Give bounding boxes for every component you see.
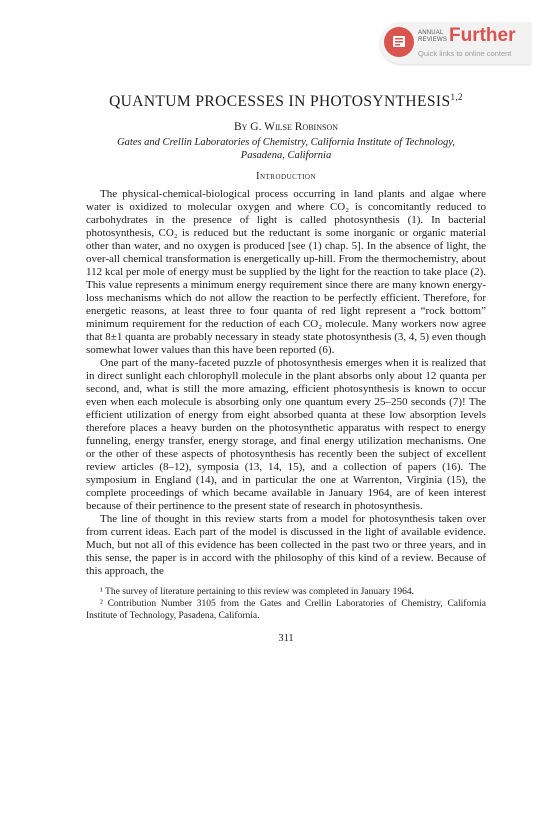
annual-reviews-wordmark: ANNUAL REVIEWS: [418, 30, 448, 43]
article-page: [86, 92, 486, 644]
author-line: By G. Wilse Robinson: [233, 121, 338, 134]
page-number: 311: [278, 633, 294, 645]
paragraph-1: The physical-chemical-biological process occurring in land plants and algae where water is oxidized to molecular oxygen and where CO₂ is concomitantly reduced to carbohydrates in the presence of light is called photosynthesis (1). In bacterial photosynthesis, CO₂ is reduced but the reductant is some inorganic or organic material other than water, and no oxygen is produced [see (1) chap. 5]. In the absence of light, the over-all chemical transformation is energetically up-hill. From the thermochemistry, about 112 kcal per mole of energy must be supplied by the light for the reaction to take place (2). This value represents a minimum energy requirement since there are many known energy-loss mechanisms which do not allow the reaction to be perfectly efficient. Therefore, for energetic reasons, at least three to four quanta of red light represent a “rock bottom” minimum requirement for the reduction of each CO₂ molecule. Many workers now agree that 8±1 quanta are probably necessary in steady state photosynthesis (3, 4, 5) even though somewhat lower values than this have been reported (6).: [86, 188, 486, 357]
annual-reviews-logo-icon: [384, 27, 414, 57]
article-title: QUANTUM PROCESSES IN PHOTOSYNTHESIS$^{1,2}$: [109, 92, 463, 111]
title-footnote-marks: 1,2: [450, 92, 463, 102]
affiliation: Gates and Crellin Laboratories of Chemistry, California Institute of Technology, Pasadena, California: [117, 137, 455, 162]
footnotes: [86, 586, 486, 622]
paragraph-3: The line of thought in this review starts from a model for photosynthesis taken over from current ideas. Each part of the model is discussed in the light of available evidence. Much, but not all of this evidence has been collected in the past two or three years, and in this sense, the paper is in accord with the philosophy of this kind of a review. Because of this approach, the: [86, 513, 486, 578]
footnote-2: ² Contribution Number 3105 from the Gates and Crellin Laboratories of Chemistry, California Institute of Technology, Pasadena, California.: [86, 599, 486, 622]
paragraph-2: One part of the many-faceted puzzle of photosynthesis emerges when it is realized that in direct sunlight each chlorophyll molecule in the plant absorbs only about 12 quanta per second, and, what is still the more amazing, efficient photosynthesis is known to occur even when each molecule is absorbing only one quantum every 25–250 seconds (7)! The efficient utilization of energy from eight absorbed quanta at these low absorption levels therefore places a heavy burden on the photosynthetic apparatus with respect to energy funneling, energy transfer, energy storage, and final energy utilization mechanisms. One or the other of these aspects of photosynthesis has recently been the subject of excellent review articles (8–12), symposia (13, 14, 15), and a collection of papers (16). The symposium in England (14), and in particular the one at Warrenton, Virginia (15), the complete proceedings of which became available in January 1964, are of keen interest because of their pertinence to the present state of research in photosynthesis.: [86, 357, 486, 513]
further-tagline: Quick links to online content: [418, 49, 512, 58]
section-heading: Introduction: [255, 171, 317, 183]
further-banner[interactable]: [380, 22, 531, 64]
further-wordmark: Further: [449, 25, 516, 46]
footnote-1: ¹ The survey of literature pertaining to this review was completed in January 1964.: [100, 587, 414, 598]
